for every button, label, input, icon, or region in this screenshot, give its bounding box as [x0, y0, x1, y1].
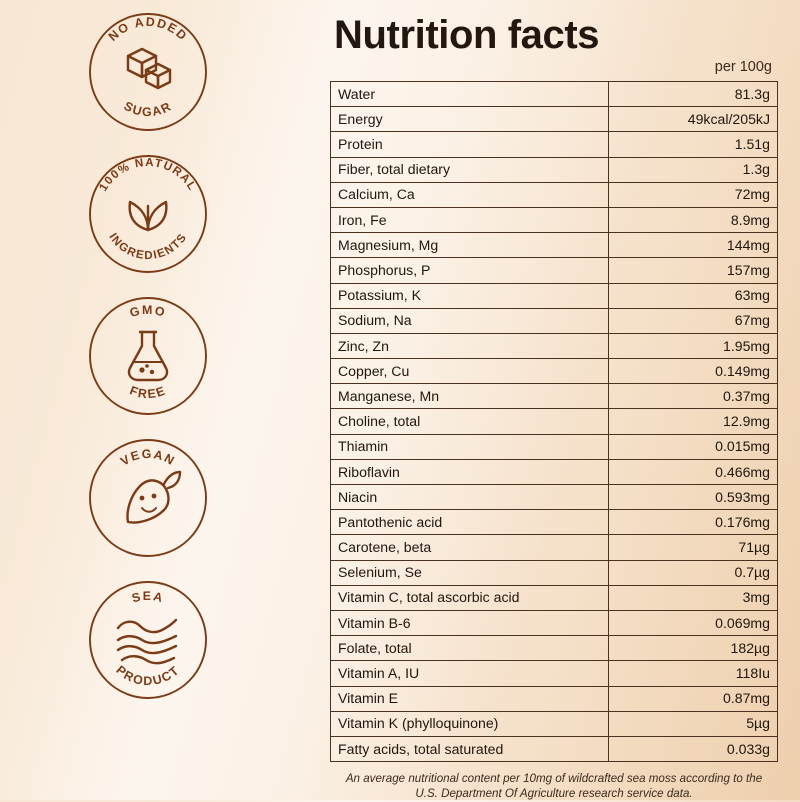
nutrient-value: 182µg — [608, 636, 777, 661]
table-row — [331, 736, 778, 761]
nutrient-name-note: , total — [385, 413, 421, 430]
nutrient-name — [331, 258, 609, 283]
nutrient-name-main: Niacin — [338, 488, 378, 505]
nutrient-value: 0.7µg — [608, 560, 777, 585]
nutrient-name — [331, 207, 609, 232]
nutrient-value: 0.87mg — [608, 686, 777, 711]
table-row — [331, 585, 778, 610]
table-row — [331, 308, 778, 333]
svg-text:VEGAN — [118, 447, 178, 469]
badge-100-natural-ingredients — [84, 150, 212, 278]
table-row — [331, 182, 778, 207]
nutrient-value: 0.015mg — [608, 434, 777, 459]
nutrient-name — [331, 485, 609, 510]
table-row — [331, 82, 778, 107]
nutrient-value: 72mg — [608, 182, 777, 207]
nutrient-value: 63mg — [608, 283, 777, 308]
nutrient-name — [331, 535, 609, 560]
nutrient-name — [331, 82, 609, 107]
nutrient-name — [331, 107, 609, 132]
nutrient-name — [331, 157, 609, 182]
nutrient-name — [331, 610, 609, 635]
serving-subtitle: per 100g — [714, 59, 772, 75]
table-row — [331, 409, 778, 434]
nutrient-value: 0.176mg — [608, 510, 777, 535]
nutrient-name — [331, 333, 609, 358]
svg-text:FREE — [128, 383, 168, 401]
nutrient-name-main: Magnesium, Mg — [338, 236, 439, 253]
sugar-cubes-icon — [128, 49, 170, 88]
nutrient-value: 8.9mg — [608, 207, 777, 232]
nutrient-name-main: Carotene, beta — [338, 539, 432, 556]
nutrient-name — [331, 736, 609, 761]
nutrient-name-main: Copper, Cu — [338, 362, 410, 379]
nutrient-name-main: Vitamin E — [338, 690, 399, 707]
nutrient-name — [331, 560, 609, 585]
svg-text:NO ADDED — [106, 15, 191, 44]
nutrient-name-main: Sodium, Na — [338, 312, 412, 329]
nutrient-name — [331, 459, 609, 484]
nutrient-name — [331, 434, 609, 459]
nutrient-name-main: Selenium, Se — [338, 564, 422, 581]
nutrient-value: 118Iu — [608, 661, 777, 686]
nutrient-name — [331, 233, 609, 258]
nutrient-value: 71µg — [608, 535, 777, 560]
carrot-icon — [128, 472, 181, 523]
table-row — [331, 711, 778, 736]
table-row — [331, 107, 778, 132]
nutrient-name-main: Pantothenic acid — [338, 513, 443, 530]
nutrient-value: 0.37mg — [608, 384, 777, 409]
svg-text:100% NATURAL — [97, 156, 200, 194]
nutrient-name-main: Calcium, Ca — [338, 186, 415, 203]
nutrient-name-note: , total ascorbic acid — [398, 589, 520, 606]
table-row — [331, 686, 778, 711]
nutrient-value: 0.069mg — [608, 610, 777, 635]
nutrient-value: 157mg — [608, 258, 777, 283]
table-row — [331, 485, 778, 510]
badge-vegan — [84, 434, 212, 562]
nutrient-name-main: Fatty acids — [338, 740, 407, 757]
badge-top-text: SEA — [130, 588, 166, 606]
nutrient-name — [331, 359, 609, 384]
svg-text:INGREDIENTS — [106, 231, 189, 263]
nutrient-name-main: Choline — [338, 413, 386, 430]
nutrient-name — [331, 283, 609, 308]
table-row — [331, 283, 778, 308]
nutrient-name-note: , total saturated — [406, 740, 504, 757]
nutrient-name-main: Fiber — [338, 161, 370, 178]
nutrient-name — [331, 182, 609, 207]
nutrient-value: 1.95mg — [608, 333, 777, 358]
footnote: An average nutritional content per 10mg of wildcrafted sea moss according to the U.S. Department Of Agriculture research service data. — [345, 772, 763, 801]
nutrient-value: 0.033g — [608, 736, 777, 761]
nutrient-name-main: Zinc, Zn — [338, 337, 389, 354]
table-row — [331, 560, 778, 585]
nutrient-name — [331, 510, 609, 535]
badge-column — [18, 8, 278, 792]
nutrient-value: 81.3g — [608, 82, 777, 107]
table-row — [331, 434, 778, 459]
nutrient-name-main: Thiamin — [338, 438, 389, 455]
nutrient-value: 0.593mg — [608, 485, 777, 510]
svg-text:GMO — [128, 303, 168, 320]
badge-sea-product — [84, 576, 212, 704]
table-row — [331, 207, 778, 232]
nutrient-name — [331, 661, 609, 686]
table-row — [331, 132, 778, 157]
nutrition-table-body — [331, 82, 778, 762]
nutrient-name — [331, 585, 609, 610]
nutrient-name — [331, 409, 609, 434]
nutrient-value: 0.149mg — [608, 359, 777, 384]
table-row — [331, 384, 778, 409]
nutrient-name-main: Water — [338, 85, 376, 102]
table-row — [331, 359, 778, 384]
nutrient-name — [331, 308, 609, 333]
nutrient-name-note: (phylloquinone) — [398, 715, 499, 732]
nutrient-value: 1.3g — [608, 157, 777, 182]
badge-top-text: GMO — [128, 303, 168, 320]
nutrient-value: 144mg — [608, 233, 777, 258]
page-title: Nutrition facts — [334, 13, 600, 57]
table-row — [331, 636, 778, 661]
nutrient-name-main: Vitamin B-6 — [338, 614, 411, 631]
nutrient-name-main: Protein — [338, 136, 383, 153]
nutrient-value: 49kcal/205kJ — [608, 107, 777, 132]
nutrient-name-main: Energy — [338, 110, 383, 127]
table-row — [331, 535, 778, 560]
nutrient-name-main: Iron, Fe — [338, 211, 387, 228]
nutrient-value: 3mg — [608, 585, 777, 610]
badge-top-text: VEGAN — [118, 446, 178, 469]
badge-bottom-text: SUGAR — [121, 98, 175, 120]
table-row — [331, 157, 778, 182]
nutrient-name — [331, 636, 609, 661]
nutrient-name — [331, 711, 609, 736]
table-row — [331, 459, 778, 484]
badge-bottom-text: FREE — [127, 383, 169, 402]
badge-no-added-sugar — [84, 8, 212, 136]
nutrient-value: 12.9mg — [608, 409, 777, 434]
nutrient-name-note: , total dietary — [369, 161, 451, 178]
nutrition-panel — [300, 0, 800, 800]
nutrient-name — [331, 686, 609, 711]
table-row — [331, 510, 778, 535]
svg-text:PRODUCT — [113, 663, 182, 688]
nutrient-value: 5µg — [608, 711, 777, 736]
badge-top-text: NO ADDED — [105, 14, 191, 44]
svg-text:SEA — [130, 589, 165, 605]
nutrient-name-main: Potassium, K — [338, 287, 422, 304]
nutrient-name-main: Riboflavin — [338, 463, 400, 480]
leaves-icon — [130, 202, 167, 230]
badge-bottom-text: INGREDIENTS — [106, 230, 190, 263]
nutrient-name-main: Folate, total — [338, 639, 412, 656]
badge-gmo-free — [84, 292, 212, 420]
table-row — [331, 661, 778, 686]
svg-text:SUGAR — [122, 99, 175, 119]
nutrient-name — [331, 384, 609, 409]
nutrient-name-main: Vitamin C — [338, 589, 399, 606]
nutrient-name-main: Vitamin A, IU — [338, 665, 420, 681]
table-row — [331, 233, 778, 258]
badge-top-text: 100% NATURAL — [96, 155, 200, 194]
nutrient-value: 0.466mg — [608, 459, 777, 484]
table-row — [331, 610, 778, 635]
nutrition-table — [330, 81, 778, 762]
nutrient-name — [331, 132, 609, 157]
nutrient-name-main: Phosphorus, P — [338, 262, 431, 278]
table-row — [331, 258, 778, 283]
nutrient-value: 67mg — [608, 308, 777, 333]
nutrient-value: 1.51g — [608, 132, 777, 157]
badge-bottom-text: PRODUCT — [113, 662, 183, 689]
nutrient-name-main: Manganese, Mn — [338, 387, 440, 404]
waves-icon — [118, 620, 176, 663]
table-row — [331, 333, 778, 358]
flask-icon — [129, 332, 167, 380]
nutrient-name-main: Vitamin K — [338, 715, 399, 732]
